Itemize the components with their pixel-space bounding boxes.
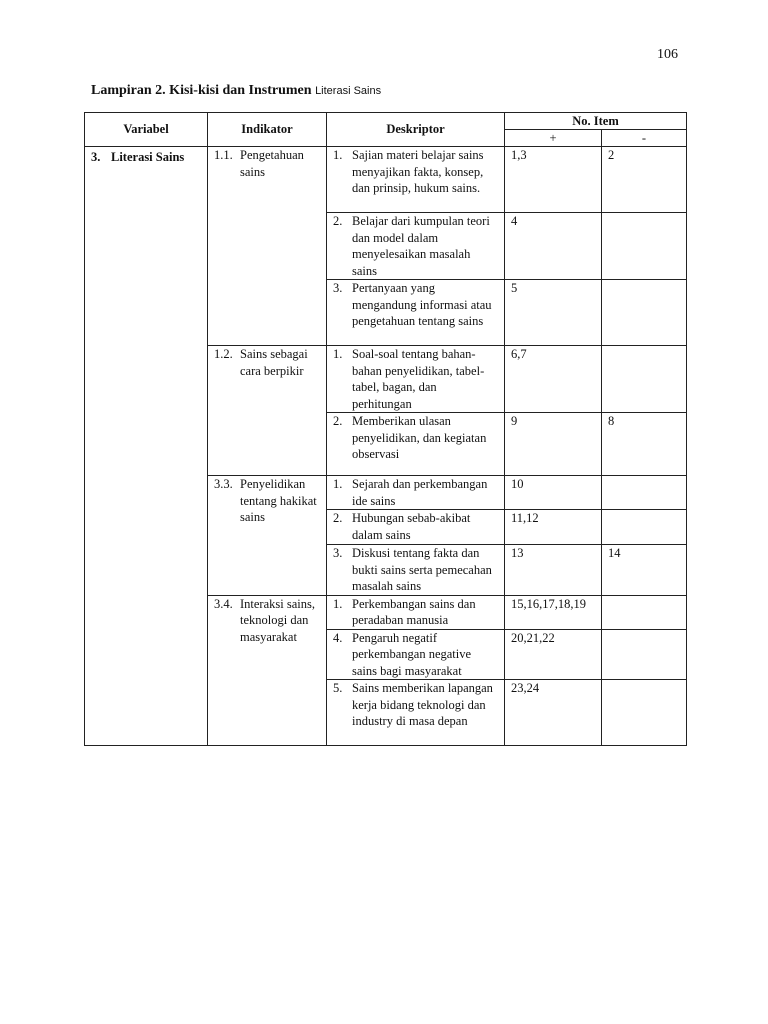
page-title	[91, 83, 381, 99]
item-minus	[602, 510, 687, 545]
page-number: 106	[657, 47, 678, 62]
deskriptor-num: 2.	[333, 511, 343, 525]
indikator-num: 3.4.	[214, 596, 233, 611]
deskriptor-num: 2.	[333, 214, 343, 228]
variabel-cell	[85, 147, 208, 746]
deskriptor-cell	[327, 595, 505, 629]
indikator-label: Penyelidikan tentang hakikat sains	[240, 477, 317, 524]
header-plus: +	[505, 130, 602, 147]
item-plus: 5	[505, 280, 602, 346]
deskriptor-text: Sajian materi belajar sains menyajikan fakta, konsep, dan prinsip, hukum sains.	[352, 148, 484, 195]
indikator-label: Sains sebagai cara berpikir	[240, 347, 308, 378]
item-plus: 15,16,17,18,19	[505, 595, 602, 629]
item-plus: 23,24	[505, 680, 602, 746]
deskriptor-cell	[327, 629, 505, 680]
deskriptor-text: Sains memberikan lapangan kerja bidang teknologi dan industry di masa depan	[352, 681, 493, 728]
variabel-label: Literasi Sains	[111, 150, 185, 164]
indikator-cell	[208, 476, 327, 596]
item-plus: 11,12	[505, 510, 602, 545]
item-plus: 10	[505, 476, 602, 510]
deskriptor-cell	[327, 413, 505, 476]
indikator-num: 1.1.	[214, 148, 233, 162]
item-minus	[602, 595, 687, 629]
item-plus: 6,7	[505, 346, 602, 413]
deskriptor-text: Diskusi tentang fakta dan bukti sains serta pemecahan masalah sains	[352, 546, 492, 593]
deskriptor-num: 1.	[333, 347, 343, 361]
deskriptor-cell	[327, 280, 505, 346]
header-deskriptor: Deskriptor	[327, 113, 505, 147]
variabel-num: 3.	[91, 150, 101, 164]
deskriptor-num: 1.	[333, 596, 343, 611]
item-minus: 14	[602, 545, 687, 596]
header-no-item: No. Item	[505, 113, 687, 130]
indikator-cell	[208, 147, 327, 346]
item-minus: 8	[602, 413, 687, 476]
title-sub: Literasi Sains	[315, 85, 382, 97]
item-minus	[602, 346, 687, 413]
deskriptor-cell	[327, 476, 505, 510]
deskriptor-cell	[327, 213, 505, 280]
deskriptor-cell	[327, 147, 505, 213]
item-plus: 13	[505, 545, 602, 596]
indikator-cell	[208, 346, 327, 476]
deskriptor-cell	[327, 346, 505, 413]
deskriptor-text: Memberikan ulasan penyelidikan, dan kegiatan observasi	[352, 414, 487, 461]
deskriptor-text: Hubungan sebab-akibat dalam sains	[352, 511, 471, 542]
indikator-num: 1.2.	[214, 347, 233, 361]
item-minus	[602, 476, 687, 510]
deskriptor-text: Belajar dari kumpulan teori dan model dalam menyelesaikan masalah sains	[352, 214, 490, 278]
item-plus: 1,3	[505, 147, 602, 213]
deskriptor-text: Soal-soal tentang bahan-bahan penyelidikan, tabel-tabel, bagan, dan perhitungan	[352, 347, 485, 411]
deskriptor-text: Perkembangan sains dan peradaban manusia	[352, 596, 476, 627]
item-minus: 2	[602, 147, 687, 213]
deskriptor-num: 2.	[333, 414, 343, 428]
deskriptor-cell	[327, 545, 505, 596]
item-plus: 20,21,22	[505, 629, 602, 680]
item-minus	[602, 680, 687, 746]
kisi-table	[84, 112, 687, 746]
header-variabel: Variabel	[85, 113, 208, 147]
deskriptor-text: Pengaruh negatif perkembangan negative sains bagi masyarakat	[352, 630, 472, 678]
deskriptor-num: 3.	[333, 281, 343, 295]
deskriptor-text: Pertanyaan yang mengandung informasi atau pengetahuan tentang sains	[352, 281, 492, 328]
indikator-label: Pengetahuan sains	[240, 148, 304, 179]
header-minus: -	[602, 130, 687, 147]
indikator-label: Interaksi sains, teknologi dan masyarakat	[240, 596, 315, 644]
item-minus	[602, 280, 687, 346]
deskriptor-num: 1.	[333, 477, 343, 491]
item-plus: 9	[505, 413, 602, 476]
deskriptor-num: 4.	[333, 630, 343, 645]
deskriptor-text: Sejarah dan perkembangan ide sains	[352, 477, 488, 508]
deskriptor-num: 3.	[333, 546, 343, 560]
title-main: Lampiran 2. Kisi-kisi dan Instrumen	[91, 83, 312, 98]
header-indikator: Indikator	[208, 113, 327, 147]
deskriptor-num: 5.	[333, 681, 343, 695]
deskriptor-cell	[327, 680, 505, 746]
indikator-num: 3.3.	[214, 477, 233, 491]
deskriptor-cell	[327, 510, 505, 545]
deskriptor-num: 1.	[333, 148, 343, 162]
item-plus: 4	[505, 213, 602, 280]
item-minus	[602, 213, 687, 280]
item-minus	[602, 629, 687, 680]
indikator-cell	[208, 595, 327, 746]
